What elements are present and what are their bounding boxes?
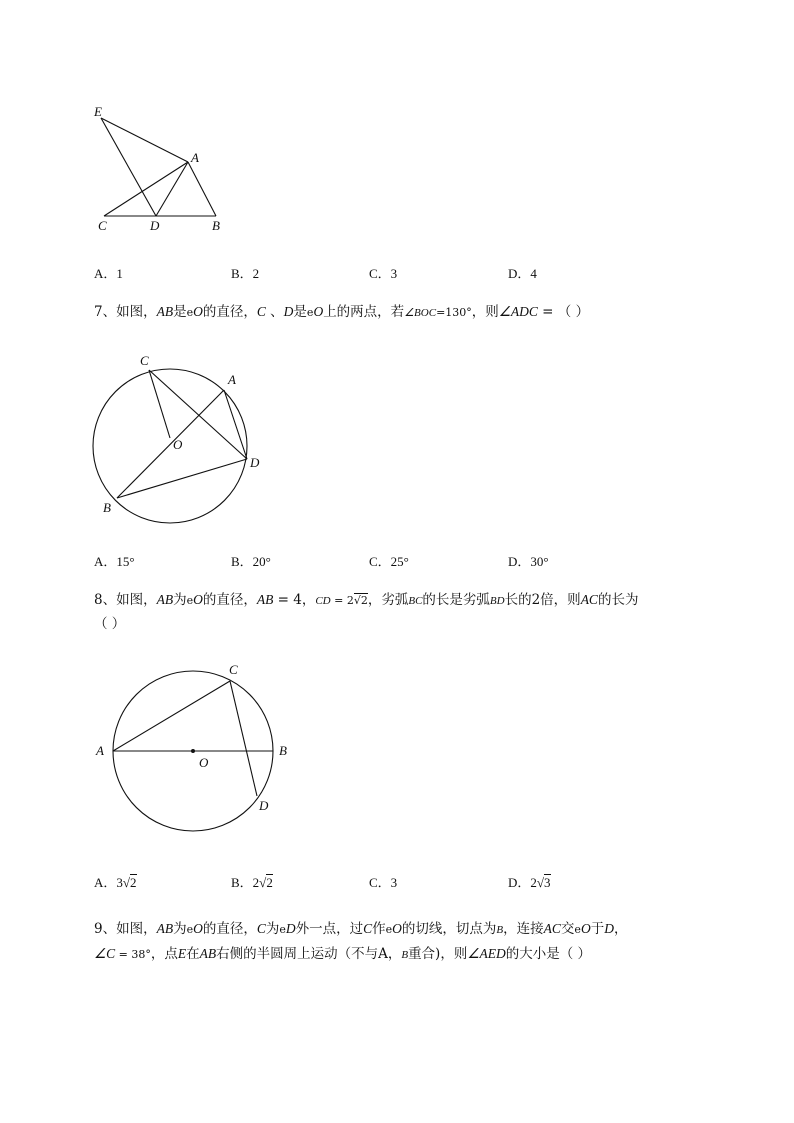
q8-question-line2: （ ） — [94, 616, 126, 632]
fig7-label-a: A — [228, 372, 236, 387]
q7-option-d[interactable]: D．30° — [508, 554, 549, 569]
fig8-label-o: O — [199, 755, 209, 770]
fig6-label-d: D — [150, 218, 160, 233]
q7-option-c[interactable]: C．25° — [369, 554, 409, 569]
q6-option-c[interactable]: C．3 — [369, 266, 398, 281]
q8-option-a[interactable]: A．3√2 — [94, 875, 137, 890]
q7-option-a[interactable]: A．15° — [94, 554, 135, 569]
fig8-label-d: D — [259, 798, 269, 813]
q8-option-b[interactable]: B．2√2 — [231, 875, 273, 890]
fig8-label-b: B — [279, 743, 287, 758]
q8-question: 8、如图，AB为eO的直径，AB = 4，CD = 2√2，劣弧BC的长是劣弧BD长的2倍，则AC的长为 — [94, 592, 639, 608]
fig6-label-e: E — [94, 104, 102, 119]
q8-option-d[interactable]: D．2√3 — [508, 875, 551, 890]
fig7-label-d: D — [250, 455, 260, 470]
fig8-label-c: C — [229, 662, 238, 677]
fig8-label-a: A — [96, 743, 104, 758]
fig7-label-b: B — [103, 500, 111, 515]
q9-question: 9、如图，AB为eO的直径，C为eD外一点，过C作eO的切线，切点为B，连接AC交eO于D， — [94, 921, 628, 937]
q6-option-d[interactable]: D．4 — [508, 266, 537, 281]
q8-option-c[interactable]: C．3 — [369, 875, 398, 890]
fig7-label-c: C — [140, 353, 149, 368]
fig8-center-dot — [191, 749, 195, 753]
q7-question: 7、如图，AB是eO的直径，C 、D是eO上的两点，若∠BOC=130°，则∠ADC = （ ） — [94, 304, 590, 320]
fig6-label-c: C — [98, 218, 107, 233]
fig6-label-b: B — [212, 218, 220, 233]
figure-q7 — [93, 369, 247, 523]
q7-option-b[interactable]: B．20° — [231, 554, 271, 569]
fig7-label-o: O — [173, 437, 183, 452]
q6-option-b[interactable]: B．2 — [231, 266, 260, 281]
q6-option-a[interactable]: A．1 — [94, 266, 123, 281]
fig6-label-a: A — [191, 150, 199, 165]
q9-question-line2: ∠C = 38°，点E在AB右侧的半圆周上运动（不与A，B重合)，则∠AED的大小是（ ） — [94, 946, 591, 962]
